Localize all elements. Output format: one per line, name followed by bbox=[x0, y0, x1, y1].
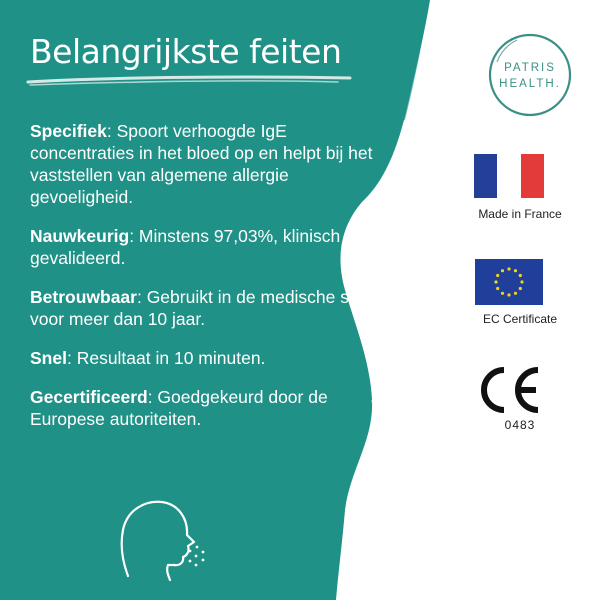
fact-text: : Spoort verhoogde IgE concentraties in het bloed op en helpt bij het vaststellen van algemene allergie gevoeligheid. bbox=[30, 121, 373, 207]
fact-item bbox=[30, 225, 390, 269]
ec-certificate-label: EC Certificate bbox=[482, 312, 558, 326]
page-title: Belangrijkste feiten bbox=[30, 32, 342, 71]
ce-mark-icon bbox=[474, 364, 546, 416]
fact-term: Snel bbox=[30, 348, 67, 368]
fact-item bbox=[30, 347, 390, 369]
fact-text: : Minstens 97,03%, klinisch gevalideerd. bbox=[30, 226, 341, 268]
certifications-column bbox=[440, 20, 600, 580]
fact-text: : Gebruikt in de medische sector voor meer dan 10 jaar. bbox=[30, 287, 388, 329]
circle-logo-icon bbox=[487, 32, 573, 118]
fact-term: Nauwkeurig bbox=[30, 226, 130, 246]
ce-number-label: 0483 bbox=[504, 418, 536, 432]
fact-text: : Resultaat in 10 minuten. bbox=[66, 348, 266, 368]
fact-term: Gecertificeerd bbox=[30, 387, 148, 407]
fact-item bbox=[30, 120, 390, 208]
fact-text: : Goedgekeurd door de Europese autoriteiten. bbox=[30, 387, 328, 429]
eu-flag-icon bbox=[475, 259, 543, 305]
france-flag-icon bbox=[474, 154, 544, 198]
fact-term: Specifiek bbox=[30, 121, 107, 141]
fact-item bbox=[30, 286, 390, 330]
facts-list bbox=[30, 120, 390, 447]
made-in-france-label: Made in France bbox=[478, 207, 562, 221]
fact-term: Betrouwbaar bbox=[30, 287, 137, 307]
fact-item bbox=[30, 386, 390, 430]
brand-name-line1: PATRIS bbox=[504, 62, 556, 74]
brand-name-line2: HEALTH. bbox=[499, 78, 561, 90]
